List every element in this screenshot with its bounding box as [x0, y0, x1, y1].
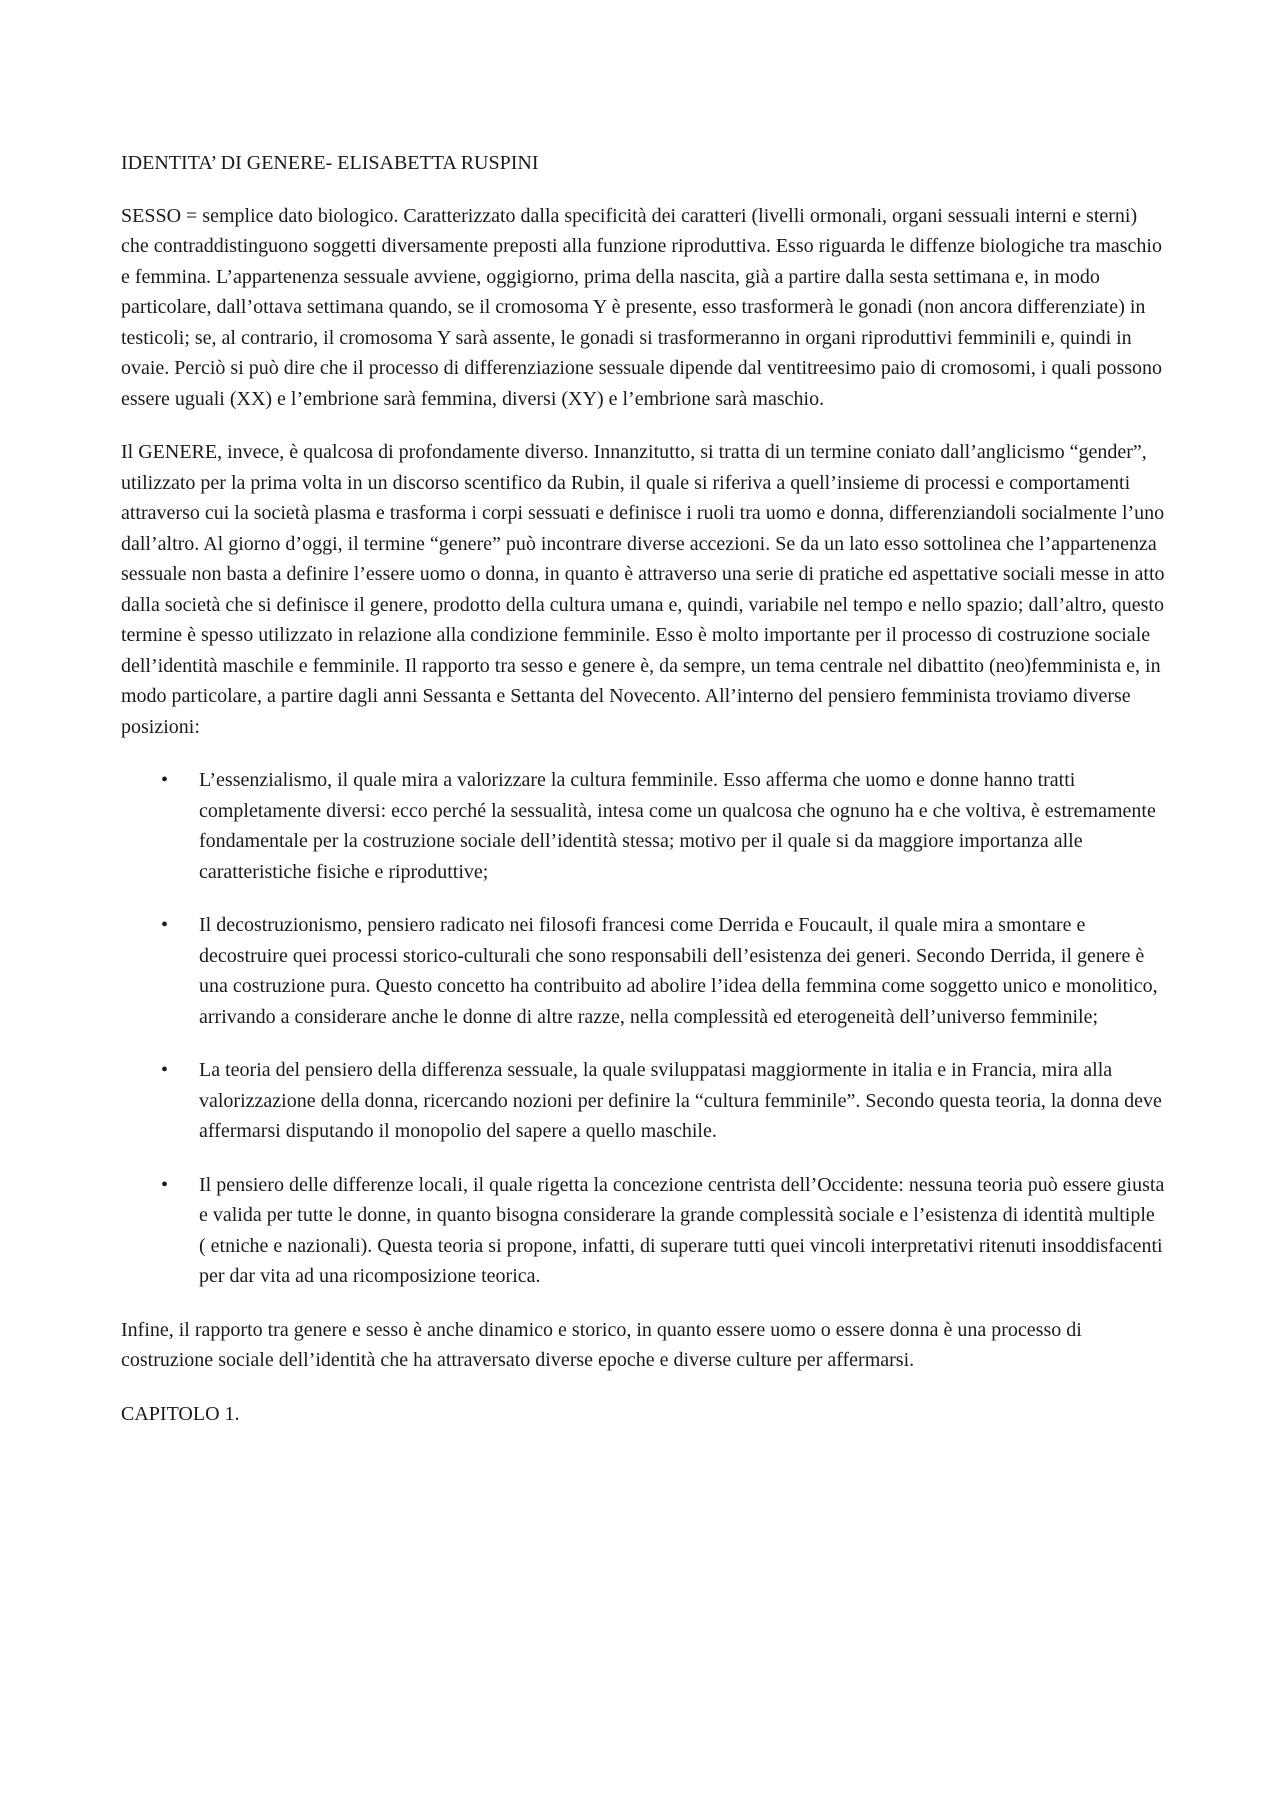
paragraph-infine: Infine, il rapporto tra genere e sesso è anche dinamico e storico, in quanto essere uomo o essere donna è una processo di costruzione sociale dell’identità che ha attraversato diverse epoche e diverse culture per affermarsi. [121, 1318, 1082, 1371]
bullet-icon: • [161, 1173, 169, 1196]
list-item [121, 765, 1166, 887]
document-title: IDENTITA’ DI GENERE- ELISABETTA RUSPINI [121, 152, 539, 174]
list-item-text: Il pensiero delle differenze locali, il quale rigetta la concezione centrista dell’Occidente: nessuna teoria può essere giusta e valida per tutte le donne, in quanto bisogna considerare la grande complessità sociale e l’esistenza di identità multiple ( etniche e nazionali). Questa teoria si propone, infatti, di superare tutti quei vincoli interpretativi ritenuti insoddisfacenti per dar vita ad una ricomposizione teorica. [199, 1173, 1165, 1287]
positions-list [121, 765, 1166, 1292]
list-item-text: La teoria del pensiero della differenza sessuale, la quale sviluppatasi maggiormente in italia e in Francia, mira alla valorizzazione della donna, ricercando nozioni per definire la “cultura femminile”. Secondo questa teoria, la donna deve affermarsi disputando il monopolio del sapere a quello maschile. [199, 1059, 1162, 1142]
bullet-icon: • [161, 1059, 169, 1081]
list-item [121, 1055, 1166, 1147]
chapter-heading: CAPITOLO 1. [121, 1402, 240, 1425]
bullet-icon: • [161, 769, 169, 791]
list-item [121, 910, 1166, 1032]
list-item [121, 1170, 1166, 1292]
list-item-text: Il decostruzionismo, pensiero radicato nei filosofi francesi come Derrida e Foucault, il quale mira a smontare e decostruire quei processi storico-culturali che sono responsabili dell’esistenza dei generi. Secondo Derrida, il genere è una costruzione pura. Questo concetto ha contribuito ad abolire l’idea della femmina come soggetto unico e monolitico, arrivando a considerare anche le donne di altre razze, nella complessità ed eterogeneità dell’universo femminile; [199, 914, 1158, 1028]
paragraph-genere: Il GENERE, invece, è qualcosa di profondamente diverso. Innanzitutto, si tratta di un termine coniato dall’anglicismo “gender”, utilizzato per la prima volta in un discorso scentifico da Rubin, il quale si riferiva a quell’insieme di processi e comportamenti attraverso cui la società plasma e trasforma i corpi sessuati e definisce i ruoli tra uomo e donna, differenziandoli socialmente l’uno dall’altro. Al giorno d’oggi, il termine “genere” può incontrare diverse accezioni. Se da un lato esso sottolinea che l’appartenenza sessuale non basta a definire l’essere uomo o donna, in quanto è attraverso una serie di pratiche ed aspettative sociali messe in atto dalla società che si definisce il genere, prodotto della cultura umana e, quindi, variabile nel tempo e nello spazio; dall’altro, questo termine è spesso utilizzato in relazione alla condizione femminile. Esso è molto importante per il processo di costruzione sociale dell’identità maschile e femminile. Il rapporto tra sesso e genere è, da sempre, un tema centrale nel dibattito (neo)femminista e, in modo particolare, a partire dagli anni Sessanta e Settanta del Novecento. All’interno del pensiero femminista troviamo diverse posizioni: [121, 441, 1165, 738]
document-page [121, 148, 1166, 1429]
list-item-text: L’essenzialismo, il quale mira a valorizzare la cultura femminile. Esso afferma che uomo e donne hanno tratti completamente diversi: ecco perché la sessualità, intesa come un qualcosa che ognuno ha e che voltiva, è estremamente fondamentale per la costruzione sociale dell’identità stessa; motivo per il quale si da maggiore importanza alle caratteristiche fisiche e riproduttive; [199, 769, 1156, 883]
paragraph-sesso: SESSO = semplice dato biologico. Caratterizzato dalla specificità dei caratteri (livelli ormonali, organi sessuali interni e sterni) che contraddistinguono soggetti diversamente preposti alla funzione riproduttiva. Esso riguarda le diffenze biologiche tra maschio e femmina. L’appartenenza sessuale avviene, oggigiorno, prima della nascita, già a partire dalla sesta settimana e, in modo particolare, dall’ottava settimana quando, se il cromosoma Y è presente, esso trasformerà le gonadi (non ancora differenziate) in testicoli; se, al contrario, il cromosoma Y sarà assente, le gonadi si trasformeranno in organi riproduttivi femminili e, quindi in ovaie. Perciò si può dire che il processo di differenziazione sessuale dipende dal ventitreesimo paio di cromosomi, i quali possono essere uguali (XX) e l’embrione sarà femmina, diversi (XY) e l’embrione sarà maschio. [121, 204, 1163, 410]
bullet-icon: • [161, 914, 169, 936]
